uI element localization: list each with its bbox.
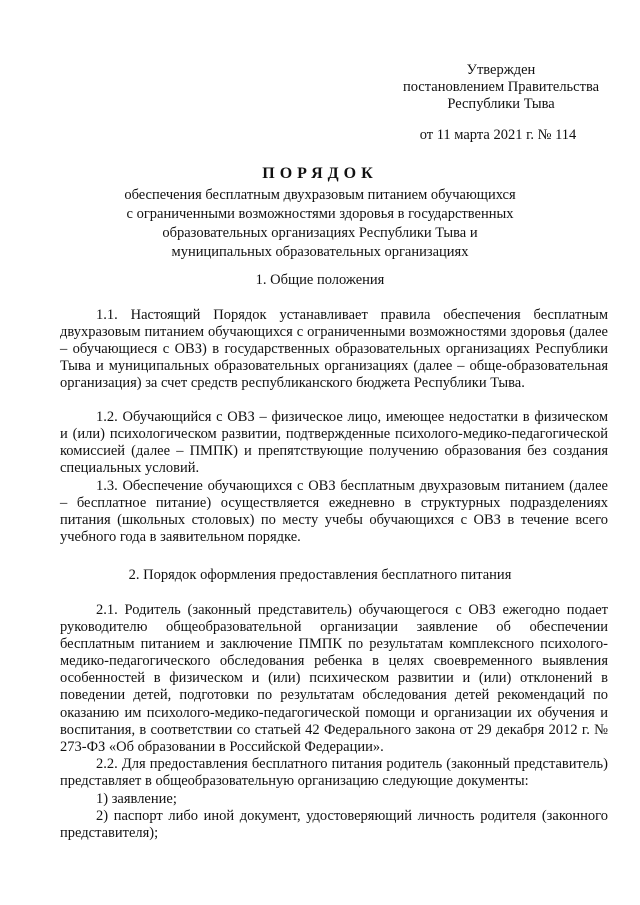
document-title: ПОРЯДОК xyxy=(262,165,378,182)
paragraph-2-1: 2.1. Родитель (законный представитель) обучающегося с ОВЗ ежегодно подает руководителю общеобразовательной организации заявление об обеспечении бесплатным питанием и заключение ПМПК по результатам комплексного психолого-медико-педагогического обследования ребенка в целях своевременного выявления особенностей в физическом и (или) психическом развитии и (или) отклонений в поведении детей, подготовки по результатам обследования детей рекомендаций по оказанию им психолого-медико-педагогической помощи и организации их обучения и воспитания, в соответствии со статьей 42 Федерального закона от 29 декабря 2012 г. № 273-ФЗ «Об образовании в Российской Федерации». xyxy=(60,602,608,755)
approval-line-2: постановлением Правительства xyxy=(402,79,600,95)
subtitle-line-1: обеспечения бесплатным двухразовым питанием обучающихся xyxy=(124,187,516,203)
list-item-2: 2) паспорт либо иной документ, удостоверяющий личность родителя (законного представителя); xyxy=(60,808,608,842)
subtitle-line-4: муниципальных образовательных организациях xyxy=(171,244,469,260)
approval-date: от 11 марта 2021 г. № 114 xyxy=(419,127,577,143)
approval-block xyxy=(388,62,614,113)
paragraph-1-1: 1.1. Настоящий Порядок устанавливает правила обеспечения бесплатным двухразовым питанием обучающихся с ограниченными возможностями здоровья (далее – обучающиеся с ОВЗ) в государственных образовательных организациях Республики Тыва и муниципальных образовательных организациях (далее – обще-образовательная организация) за счет средств республиканского бюджета Республики Тыва. xyxy=(60,307,608,392)
document-subtitle xyxy=(100,186,540,262)
section-2-heading: 2. Порядок оформления предоставления бесплатного питания xyxy=(128,567,512,583)
section-1-heading: 1. Общие положения xyxy=(255,272,385,288)
paragraph-1-3: 1.3. Обеспечение обучающихся с ОВЗ бесплатным двухразовым питанием (далее – бесплатное питание) осуществляется ежедневно в структурных подразделениях питания (школьных столовых) по месту учебы обучающихся с ОВЗ в течение всего учебного года в заявительном порядке. xyxy=(60,478,608,546)
approval-line-3: Республики Тыва xyxy=(447,96,555,112)
paragraph-1-2: 1.2. Обучающийся с ОВЗ – физическое лицо, имеющее недостатки в физическом и (или) психологическом развитии, подтвержденные психолого-медико-педагогической комиссией (далее – ПМПК) и препятствующие получению образования без создания специальных условий. xyxy=(60,409,608,477)
approval-line-1: Утвержден xyxy=(466,62,536,78)
list-item-1: 1) заявление; xyxy=(96,791,177,807)
paragraph-2-2: 2.2. Для предоставления бесплатного питания родитель (законный представитель) представляет в общеобразовательную организацию следующие документы: xyxy=(60,756,608,790)
subtitle-line-3: образовательных организациях Республики Тыва и xyxy=(162,225,478,241)
subtitle-line-2: с ограниченными возможностями здоровья в государственных xyxy=(126,206,514,222)
